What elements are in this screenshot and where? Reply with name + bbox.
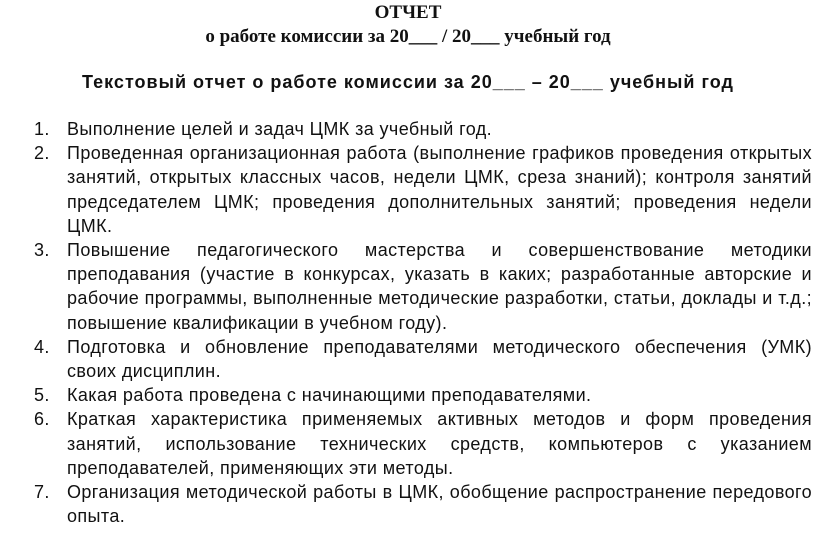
list-item [30, 407, 812, 480]
item-number: 5. [34, 385, 50, 406]
item-number: 7. [34, 482, 50, 503]
item-text: Какая работа проведена с начинающими преподавателями. [67, 385, 592, 406]
list-item [30, 117, 812, 141]
list-item [30, 335, 812, 383]
item-number: 6. [34, 409, 50, 430]
item-number: 1. [34, 119, 50, 139]
item-text: Выполнение целей и задач ЦМК за учебный год. [67, 119, 493, 139]
item-text: Краткая характеристика применяемых активных методов и форм проведения занятий, использование технических средств, компьютеров с указанием преподавателей, применяющих эти методы. [67, 409, 812, 478]
list-item [30, 480, 812, 528]
list-item [30, 383, 812, 407]
item-text: Подготовка и обновление преподавателями методического обеспечения (УМК) своих дисциплин. [67, 336, 812, 382]
report-items-list [30, 117, 812, 528]
item-text: Повышение педагогического мастерства и совершенствование методики преподавания (участие в конкурсах, указать в каких; разработанные авторские и рабочие программы, выполненные методические разработки, статьи, доклады и т.д.; повышение квалификации в учебном году). [67, 240, 812, 333]
document-subtitle: о работе комиссии за 20___ / 20___ учебный год [205, 26, 611, 47]
item-text: Организация методической работы в ЦМК, обобщение распространение передового опыта. [67, 482, 812, 527]
item-number: 2. [34, 143, 50, 164]
item-number: 4. [34, 336, 50, 357]
section-heading: Текстовый отчет о работе комиссии за 20___ – 20___ учебный год [82, 72, 734, 92]
document-title: ОТЧЕТ [374, 2, 442, 23]
item-number: 3. [34, 240, 50, 261]
list-item [30, 238, 812, 335]
list-item [30, 141, 812, 238]
item-text: Проведенная организационная работа (выполнение графиков проведения открытых занятий, открытых классных часов, недели ЦМК, среза знаний); контроля занятий председателем ЦМК; проведения дополнительных занятий; проведения недели ЦМК. [67, 143, 812, 236]
